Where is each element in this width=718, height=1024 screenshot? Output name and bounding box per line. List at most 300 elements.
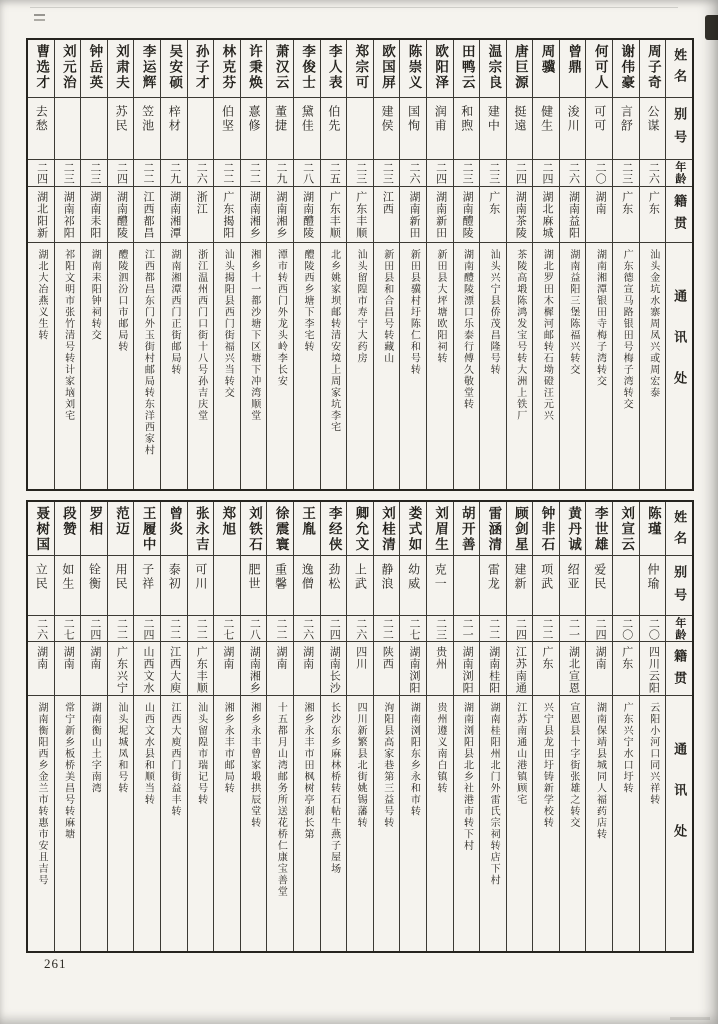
- person-column: [507, 502, 534, 951]
- person-address-text: 新田县骥村圩陈仁和号转: [408, 249, 420, 376]
- person-alias: [427, 98, 453, 160]
- person-address-text: 汕头坭城凤和号转: [115, 702, 127, 794]
- person-column: [374, 502, 401, 951]
- person-column: [188, 502, 215, 951]
- person-alias: [134, 556, 160, 616]
- person-origin-text: 四川云阳: [647, 646, 660, 694]
- person-address-text: 茶陵高塅陈鸿发宝号转大洲上铁厂: [514, 249, 526, 422]
- person-origin-text: 贵州: [434, 646, 447, 670]
- person-name-text: 聂树国: [34, 506, 50, 553]
- person-name: [347, 40, 373, 98]
- person-address: [427, 696, 453, 951]
- person-origin-text: 湖南: [594, 646, 607, 670]
- person-origin: [55, 642, 81, 696]
- person-address: [81, 243, 107, 489]
- person-address: [586, 696, 612, 951]
- person-address: [294, 696, 320, 951]
- person-name-text: 陈崇义: [406, 44, 422, 91]
- header-label-alias-text: 别号: [672, 565, 688, 611]
- person-alias-text: 建新: [512, 563, 527, 591]
- person-address: [134, 243, 160, 489]
- person-age: [400, 616, 426, 642]
- person-origin-text: 广东丰顺: [195, 646, 208, 694]
- person-alias-text: 国恂: [406, 105, 421, 133]
- person-address-text: 广东兴宁水口圩转: [621, 702, 633, 794]
- person-origin: [294, 187, 320, 243]
- person-address-text: 四川新繁县北街姚锡藩转: [355, 702, 367, 829]
- person-alias: [294, 98, 320, 160]
- person-name-text: 黄丹诚: [566, 506, 582, 553]
- person-address: [400, 243, 426, 489]
- person-column: [294, 502, 321, 951]
- person-alias: [161, 98, 187, 160]
- person-age: [267, 616, 293, 642]
- person-age-text: 二七: [62, 617, 75, 640]
- person-column: [28, 502, 55, 951]
- person-alias: [267, 98, 293, 160]
- header-label-address-text: 通讯处: [672, 289, 688, 412]
- person-age-text: 二四: [328, 617, 341, 640]
- person-origin: [374, 642, 400, 696]
- person-column: [214, 502, 241, 951]
- person-age: [81, 160, 107, 187]
- person-alias-text: 梓材: [167, 105, 182, 133]
- header-label-alias: [666, 98, 692, 160]
- header-label-address-text: 通讯处: [672, 742, 688, 865]
- person-origin: [560, 642, 586, 696]
- person-column: [267, 40, 294, 489]
- person-age-text: 二三: [434, 617, 447, 640]
- person-name: [134, 502, 160, 556]
- person-origin-text: 广东: [487, 191, 500, 215]
- person-origin-text: 湖南茶陵: [514, 191, 527, 239]
- person-name: [321, 40, 347, 98]
- person-address-text: 汕头留隍市寿宁大药房: [355, 249, 367, 364]
- person-alias: [267, 556, 293, 616]
- person-address: [321, 696, 347, 951]
- header-column: [666, 40, 692, 489]
- person-name: [81, 502, 107, 556]
- person-name: [241, 40, 267, 98]
- person-origin-text: 湖南浏阳: [461, 646, 474, 694]
- person-name-text: 曹选才: [34, 44, 50, 91]
- person-age-text: 二二: [168, 617, 181, 640]
- person-alias: [533, 98, 559, 160]
- person-address-text: 汕头兴宁县侨茂昌隆号转: [488, 249, 500, 376]
- person-column: [55, 40, 82, 489]
- person-origin-text: 湖南耒阳: [88, 191, 101, 239]
- person-origin-text: 江西大庾: [168, 646, 181, 694]
- person-origin-text: 江苏南通: [514, 646, 527, 694]
- person-alias-text: 苏民: [114, 105, 129, 133]
- person-origin-text: 湖南醴陵: [301, 191, 314, 239]
- person-name: [188, 502, 214, 556]
- person-name: [480, 502, 506, 556]
- person-origin-text: 湖北阳新: [35, 191, 48, 239]
- person-name-text: 胡开善: [459, 506, 475, 553]
- person-age-text: 二四: [88, 617, 101, 640]
- person-alias: [560, 98, 586, 160]
- person-address: [507, 243, 533, 489]
- scan-artifact-corner-blot: [705, 15, 718, 40]
- person-alias-text: 可可: [592, 105, 607, 133]
- person-name-text: 郑旭: [220, 506, 236, 537]
- header-label-address: [666, 696, 692, 951]
- header-label-age-text: 年龄: [673, 161, 686, 185]
- person-name: [454, 502, 480, 556]
- person-name: [241, 502, 267, 556]
- person-column: [241, 502, 268, 951]
- person-address: [454, 696, 480, 951]
- person-age-text: 二八: [301, 162, 314, 184]
- person-name-text: 孙子才: [193, 44, 209, 91]
- person-origin: [454, 642, 480, 696]
- person-address-text: 湘乡永丰市田枫树亭刹长第: [301, 702, 313, 840]
- person-name-text: 郑宗可: [353, 44, 369, 91]
- person-origin-text: 广东: [540, 646, 553, 670]
- person-age-text: 二二: [275, 617, 288, 640]
- person-address: [347, 243, 373, 489]
- person-address-text: 湘乡永丰市邮局转: [222, 702, 234, 794]
- person-address-text: 湖南衡山土字南湾: [89, 702, 101, 794]
- person-origin-text: 湖北宣恩: [567, 646, 580, 694]
- person-alias: [321, 556, 347, 616]
- person-alias: [55, 98, 81, 160]
- person-address-text: 湖南益阳三堡陈福兴转交: [567, 249, 579, 376]
- person-origin: [321, 187, 347, 243]
- person-age: [560, 616, 586, 642]
- person-alias-text: 重馨: [273, 563, 288, 591]
- person-address-text: 江苏南通山港镇顾宅: [514, 702, 526, 806]
- person-address-text: 湖北大冶燕义生转: [36, 249, 48, 341]
- person-alias: [81, 98, 107, 160]
- person-name: [533, 40, 559, 98]
- person-address: [560, 243, 586, 489]
- person-age: [214, 616, 240, 642]
- person-age-text: 二八: [248, 617, 261, 640]
- person-address: [161, 243, 187, 489]
- person-origin-text: 湖南: [301, 646, 314, 670]
- person-address-text: 湖南醴陵漂口乐泰行傅久敬堂转: [461, 249, 473, 410]
- person-age: [480, 160, 506, 187]
- person-address-text: 湖南桂阳州北门外雷氏宗祠转店下村: [488, 702, 500, 886]
- person-name-text: 李俊士: [300, 44, 316, 91]
- person-name-text: 刘肃夫: [114, 44, 130, 91]
- directory-table-top: [26, 38, 694, 491]
- person-column: [108, 502, 135, 951]
- person-alias: [640, 98, 666, 160]
- person-age: [560, 160, 586, 187]
- person-origin-text: 湖南新田: [407, 191, 420, 239]
- person-alias: [214, 556, 240, 616]
- person-column: [507, 40, 534, 489]
- person-origin: [640, 187, 666, 243]
- person-alias-text: 润甫: [433, 105, 448, 133]
- person-age-text: 二三: [354, 162, 367, 184]
- person-name: [374, 40, 400, 98]
- person-name-text: 林克芬: [220, 44, 236, 91]
- person-age-text: 二二: [487, 617, 500, 640]
- person-origin: [214, 187, 240, 243]
- person-address-text: 醴陵泗汾口市邮局转: [115, 249, 127, 353]
- person-name: [560, 502, 586, 556]
- person-origin: [267, 642, 293, 696]
- person-age: [640, 160, 666, 187]
- person-address-text: 新田县大坪塘欧阳祠转: [434, 249, 446, 364]
- person-age-text: 二三: [461, 162, 474, 184]
- person-column: [586, 40, 613, 489]
- person-alias: [613, 98, 639, 160]
- person-column: [427, 502, 454, 951]
- person-origin: [267, 187, 293, 243]
- person-origin: [108, 642, 134, 696]
- person-origin: [347, 187, 373, 243]
- header-label-address: [666, 243, 692, 489]
- person-alias-text: 立民: [34, 563, 49, 591]
- person-origin: [533, 642, 559, 696]
- person-address: [347, 696, 373, 951]
- person-name: [214, 502, 240, 556]
- person-age-text: 二二: [540, 617, 553, 640]
- person-origin: [480, 642, 506, 696]
- person-origin-text: 湖南桂阳: [487, 646, 500, 694]
- person-column: [81, 502, 108, 951]
- person-column: [81, 40, 108, 489]
- person-address: [427, 243, 453, 489]
- person-address-text: 湘乡永丰曾家塅拱辰堂转: [248, 702, 260, 829]
- person-alias: [347, 98, 373, 160]
- header-label-name-text: 姓名: [672, 510, 688, 552]
- person-name: [640, 40, 666, 98]
- person-age-text: 二四: [540, 162, 553, 184]
- person-origin: [586, 187, 612, 243]
- person-age: [640, 616, 666, 642]
- person-name: [161, 40, 187, 98]
- person-column: [294, 40, 321, 489]
- person-name: [161, 502, 187, 556]
- person-column: [134, 502, 161, 951]
- person-origin-text: 广东揭阳: [221, 191, 234, 239]
- person-column: [161, 40, 188, 489]
- person-origin-text: 浙江: [195, 191, 208, 215]
- person-origin: [28, 642, 54, 696]
- person-address-text: 湘乡十一都沙塘下区塘下冲湾顺堂: [248, 249, 260, 422]
- person-column: [640, 40, 667, 489]
- header-label-alias: [666, 556, 692, 616]
- person-address: [108, 243, 134, 489]
- person-address: [241, 696, 267, 951]
- person-origin-text: 湖南浏阳: [407, 646, 420, 694]
- person-name-text: 萧汉云: [273, 44, 289, 91]
- person-column: [533, 502, 560, 951]
- person-age-text: 二七: [407, 617, 420, 640]
- person-name: [640, 502, 666, 556]
- person-origin: [454, 187, 480, 243]
- person-age: [480, 616, 506, 642]
- person-age: [321, 616, 347, 642]
- person-name: [134, 40, 160, 98]
- directory-sheet: [26, 38, 694, 962]
- person-alias: [454, 98, 480, 160]
- person-age: [454, 160, 480, 187]
- person-column: [321, 502, 348, 951]
- person-age: [241, 160, 267, 187]
- person-name-text: 段赞: [60, 506, 76, 537]
- person-address-text: 兴宁县龙田圩铸新学校转: [541, 702, 553, 829]
- person-origin-text: 湖南醴陵: [115, 191, 128, 239]
- person-column: [28, 40, 55, 489]
- person-alias-text: 黛佳: [300, 105, 315, 133]
- person-address: [480, 696, 506, 951]
- person-column: [55, 502, 82, 951]
- person-age: [400, 160, 426, 187]
- person-origin-text: 湖南新田: [434, 191, 447, 239]
- person-age-text: 二四: [142, 617, 155, 640]
- person-name: [454, 40, 480, 98]
- person-alias: [507, 98, 533, 160]
- person-name: [28, 40, 54, 98]
- person-address: [480, 243, 506, 489]
- person-alias: [586, 98, 612, 160]
- person-name-text: 罗相: [87, 506, 103, 537]
- person-origin-text: 湖南湘乡: [248, 191, 261, 239]
- person-address: [454, 243, 480, 489]
- person-address-text: 湖南浏阳县北乡社港市转下村: [461, 702, 473, 852]
- person-origin: [321, 642, 347, 696]
- person-name: [374, 502, 400, 556]
- person-name: [267, 40, 293, 98]
- person-column: [400, 40, 427, 489]
- person-name-text: 周子奇: [645, 44, 661, 91]
- person-column: [347, 502, 374, 951]
- person-name: [267, 502, 293, 556]
- person-age-text: 二二: [195, 617, 208, 640]
- person-age: [134, 160, 160, 187]
- person-name: [507, 502, 533, 556]
- person-name-text: 谢伟豪: [619, 44, 635, 91]
- person-origin: [108, 187, 134, 243]
- person-alias-text: 上武: [353, 563, 368, 591]
- person-name-text: 卿允文: [353, 506, 369, 553]
- person-address: [613, 243, 639, 489]
- person-name: [321, 502, 347, 556]
- person-address-text: 宣恩县十字街张雄之转交: [567, 702, 579, 829]
- person-address: [533, 243, 559, 489]
- person-age: [586, 616, 612, 642]
- person-column: [613, 502, 640, 951]
- person-origin: [400, 187, 426, 243]
- person-origin-text: 湖南: [88, 646, 101, 670]
- person-age-text: 二六: [647, 162, 660, 184]
- person-age-text: 二四: [434, 162, 447, 184]
- person-age-text: 二五: [328, 162, 341, 184]
- person-address: [28, 696, 54, 951]
- person-address: [81, 696, 107, 951]
- person-address: [214, 243, 240, 489]
- person-origin-text: 湖南湘乡: [248, 646, 261, 694]
- person-name-text: 田鸭云: [459, 44, 475, 91]
- person-origin-text: 江西都昌: [142, 191, 155, 239]
- person-origin: [188, 642, 214, 696]
- person-alias-text: 浚川: [566, 105, 581, 133]
- person-alias-text: 爱民: [592, 563, 607, 591]
- person-address: [640, 243, 666, 489]
- person-age-text: 二六: [354, 617, 367, 640]
- person-origin: [134, 642, 160, 696]
- person-alias-text: 幼威: [406, 563, 421, 591]
- person-age-text: 二三: [381, 162, 394, 184]
- person-alias-text: 言舒: [619, 105, 634, 133]
- person-origin-text: 湖南益阳: [567, 191, 580, 239]
- person-address: [374, 243, 400, 489]
- person-address-text: 湖南浏阳东乡永和市转: [408, 702, 420, 817]
- directory-table-bottom: [26, 500, 694, 953]
- header-column: [666, 502, 692, 951]
- person-age-text: 二一: [567, 617, 580, 640]
- person-age: [374, 160, 400, 187]
- person-address: [400, 696, 426, 951]
- person-origin-text: 湖南长沙: [328, 646, 341, 694]
- person-alias-text: 健生: [539, 105, 554, 133]
- person-name: [55, 502, 81, 556]
- person-address-text: 山西文水县和顺当转: [142, 702, 154, 806]
- person-alias-text: 董捷: [273, 105, 288, 133]
- person-name: [214, 40, 240, 98]
- person-address-text: 汕头揭阳县西门街福兴当转交: [222, 249, 234, 399]
- person-alias: [427, 556, 453, 616]
- header-label-age: [666, 160, 692, 187]
- person-origin: [241, 187, 267, 243]
- person-column: [427, 40, 454, 489]
- scan-artifact-mark: [34, 19, 45, 21]
- person-age: [347, 160, 373, 187]
- person-age: [294, 616, 320, 642]
- person-age: [134, 616, 160, 642]
- person-name: [480, 40, 506, 98]
- person-alias-text: 和煦: [459, 105, 474, 133]
- person-origin-text: 陕西: [381, 646, 394, 670]
- person-age: [507, 616, 533, 642]
- person-origin: [427, 642, 453, 696]
- person-age: [241, 616, 267, 642]
- person-age: [214, 160, 240, 187]
- person-origin: [347, 642, 373, 696]
- person-age-text: 二七: [221, 617, 234, 640]
- person-origin: [480, 187, 506, 243]
- person-alias-text: 绍亚: [566, 563, 581, 591]
- person-address: [188, 696, 214, 951]
- person-age-text: 二四: [514, 162, 527, 184]
- person-column: [161, 502, 188, 951]
- person-origin-text: 广东兴宁: [115, 646, 128, 694]
- person-name: [294, 502, 320, 556]
- person-age: [586, 160, 612, 187]
- person-alias: [81, 556, 107, 616]
- person-age: [613, 160, 639, 187]
- person-alias: [108, 98, 134, 160]
- person-alias: [161, 556, 187, 616]
- person-age: [161, 160, 187, 187]
- person-origin: [161, 187, 187, 243]
- person-column: [640, 502, 667, 951]
- header-label-name: [666, 502, 692, 556]
- person-address-text: 十五都月山湾邮务所送花桥仁康宝善堂: [275, 702, 287, 898]
- person-origin-text: 湖南: [594, 191, 607, 215]
- person-address: [55, 696, 81, 951]
- person-name-text: 刘铁石: [246, 506, 262, 553]
- person-origin-text: 江西: [381, 191, 394, 215]
- person-address-text: 潭市转西门外龙头岭李长安: [275, 249, 287, 387]
